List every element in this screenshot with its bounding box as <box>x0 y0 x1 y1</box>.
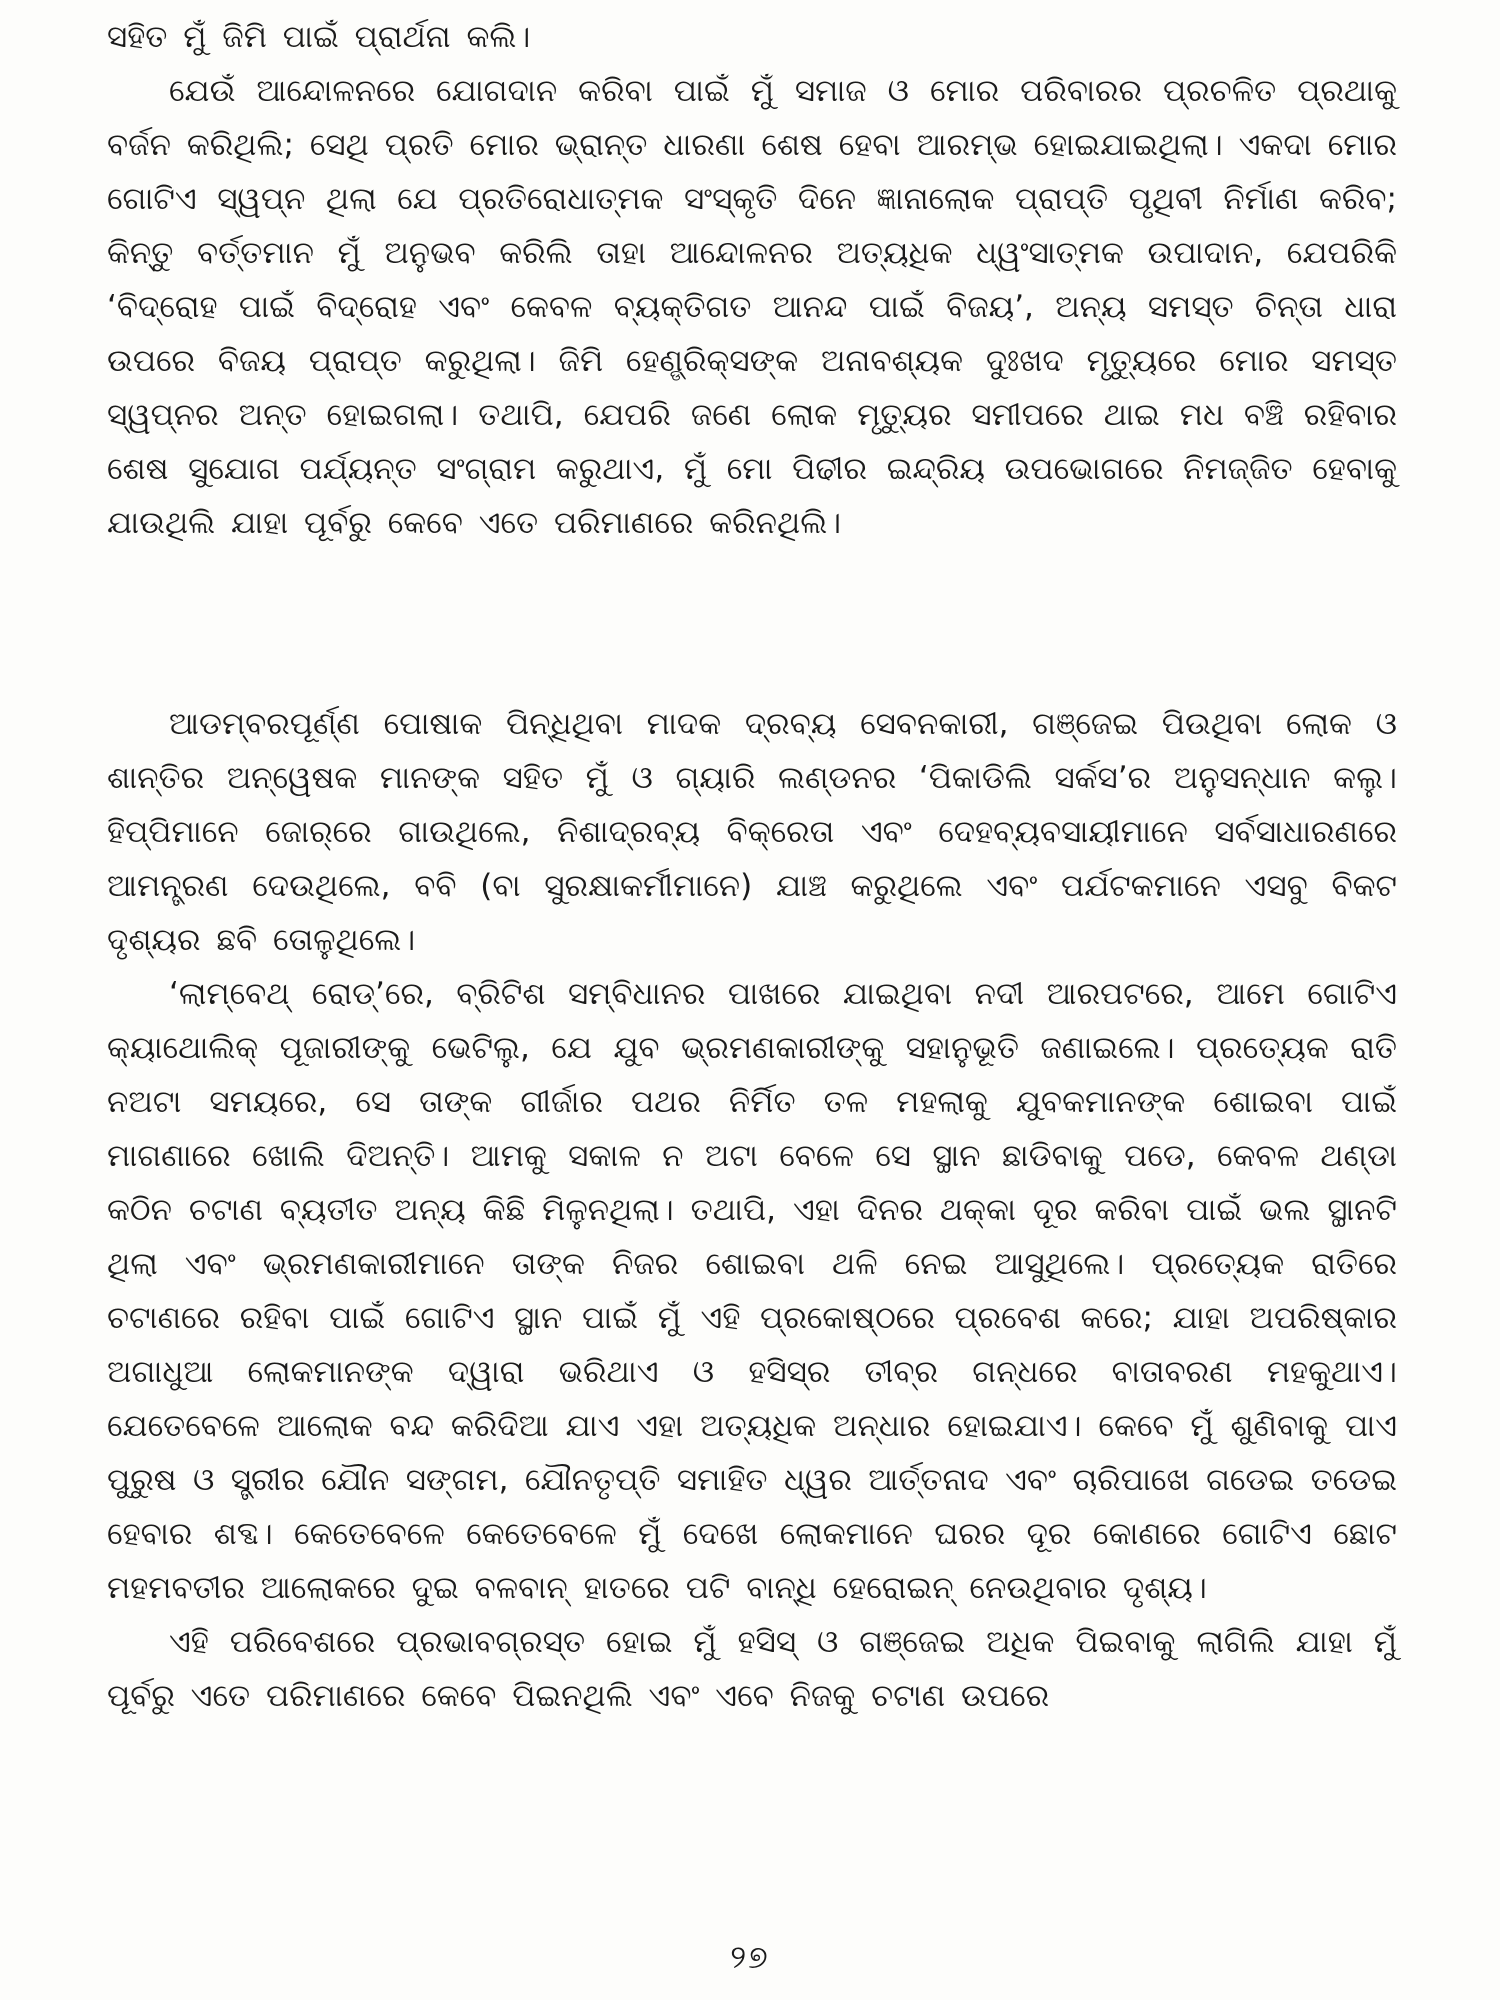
page-number: ୨୭ <box>730 1938 770 1976</box>
text-section-2 <box>107 697 1397 1723</box>
paragraph-continuation: ସହିତ ମୁଁ ଜିମି ପାଇଁ ପ୍ରାର୍ଥନା କଲି। <box>107 19 531 55</box>
text-section-1 <box>107 10 1397 550</box>
paragraph: ଏହି ପରିବେଶରେ ପ୍ରଭାବଗ୍ରସ୍ତ ହୋଇ ମୁଁ ହସିସ୍ ଓ ଗଞ୍ଜେଇ ଅଧିକ ପିଇବାକୁ ଲାଗିଲି ଯାହା ମୁଁ ପୂର୍ବରୁ ଏତେ ପରିମାଣରେ କେବେ ପିଇନଥିଲି ଏବଂ ଏବେ ନିଜକୁ ଚଟାଣ ଉପରେ <box>107 1624 1397 1714</box>
paragraph: ଆଡମ୍ବରପୂର୍ଣ୍ଣ ପୋଷାକ ପିନ୍ଧିଥିବା ମାଦକ ଦ୍ରବ୍ୟ ସେବନକାରୀ, ଗଞ୍ଜେଇ ପିଉଥିବା ଲୋକ ଓ ଶାନ୍ତିର ଅନ୍ୱେଷକ ମାନଙ୍କ ସହିତ ମୁଁ ଓ ଗ୍ୟାରି ଲଣ୍ଡନର ‘ପିକାଡିଲି ସର୍କସ’ର ଅନୁସନ୍ଧାନ କଲୁ। ହିପ୍ପିମାନେ ଜୋର୍‌ରେ ଗାଉଥିଲେ, ନିଶାଦ୍ରବ୍ୟ ବିକ୍ରେତା ଏବଂ ଦେହବ୍ୟବସାୟୀମାନେ ସର୍ବସାଧାରଣରେ ଆମନ୍ତ୍ରଣ ଦେଉଥିଲେ, ବବି (ବା ସୁରକ୍ଷାକର୍ମୀମାନେ) ଯାଞ୍ଚ କରୁଥିଲେ ଏବଂ ପର୍ଯଟକମାନେ ଏସବୁ ବିକଟ ଦୃଶ୍ୟର ଛବି ତୋଳୁଥିଲେ। <box>107 706 1397 958</box>
paragraph: ଯେଉଁ ଆନ୍ଦୋଳନରେ ଯୋଗଦାନ କରିବା ପାଇଁ ମୁଁ ସମାଜ ଓ ମୋର ପରିବାରର ପ୍ରଚଳିତ ପ୍ରଥାକୁ ବର୍ଜନ କରିଥିଲି; ସେଥି ପ୍ରତି ମୋର ଭ୍ରାନ୍ତ ଧାରଣା ଶେଷ ହେବା ଆରମ୍ଭ ହୋଇଯାଇଥିଲା। ଏକଦା ମୋର ଗୋଟିଏ ସ୍ୱପ୍ନ ଥିଲା ଯେ ପ୍ରତିରୋଧାତ୍ମକ ସଂସ୍କୃତି ଦିନେ ଜ୍ଞାନାଲୋକ ପ୍ରାପ୍ତି ପୃଥିବୀ ନିର୍ମାଣ କରିବ; କିନ୍ତୁ ବର୍ତ୍ତମାନ ମୁଁ ଅନୁଭବ କରିଲି ତାହା ଆନ୍ଦୋଳନର ଅତ୍ୟଧିକ ଧ୍ୱଂସାତ୍ମକ ଉପାଦାନ, ଯେପରିକି ‘ବିଦ୍ରୋହ ପାଇଁ ବିଦ୍ରୋହ ଏବଂ କେବଳ ବ୍ୟକ୍ତିଗତ ଆନନ୍ଦ ପାଇଁ ବିଜୟ’, ଅନ୍ୟ ସମସ୍ତ ଚିନ୍ତା ଧାରା ଉପରେ ବିଜୟ ପ୍ରାପ୍ତ କରୁଥିଲା। ଜିମି ହେଣ୍ଡ୍ରିକ୍ସଙ୍କ ଅନାବଶ୍ୟକ ଦୁଃଖଦ ମୃତ୍ୟୁରେ ମୋର ସମସ୍ତ ସ୍ୱପ୍ନର ଅନ୍ତ ହୋଇଗଲା। ତଥାପି, ଯେପରି ଜଣେ ଲୋକ ମୃତ୍ୟୁର ସମୀପରେ ଥାଇ ମଧ ବଞ୍ଚି ରହିବାର ଶେଷ ସୁଯୋଗ ପର୍ଯ୍ୟନ୍ତ ସଂଗ୍ରାମ କରୁଥାଏ, ମୁଁ ମୋ ପିଢୀର ଇନ୍ଦ୍ରିୟ ଉପଭୋଗରେ ନିମଜ୍ଜିତ ହେବାକୁ ଯାଉଥିଲି ଯାହା ପୂର୍ବରୁ କେବେ ଏତେ ପରିମାଣରେ କରିନଥିଲି। <box>107 73 1397 541</box>
paragraph: ‘ଲାମ୍ବେଥ୍ ରୋଡ୍’ରେ, ବ୍ରିଟିଶ ସମ୍ବିଧାନର ପାଖରେ ଯାଇଥିବା ନଦୀ ଆରପଟରେ, ଆମେ ଗୋଟିଏ କ୍ୟାଥୋଲିକ୍ ପୂଜାରୀଙ୍କୁ ଭେଟିଲୁ, ଯେ ଯୁବ ଭ୍ରମଣକାରୀଙ୍କୁ ସହାନୁଭୂତି ଜଣାଇଲେ। ପ୍ରତ୍ୟେକ ରାତି ନଅଟା ସମୟରେ, ସେ ତାଙ୍କ ଗୀର୍ଜାର ପଥର ନିର୍ମିତ ତଳ ମହଲାକୁ ଯୁବକମାନଙ୍କ ଶୋଇବା ପାଇଁ ମାଗଣାରେ ଖୋଲି ଦିଅନ୍ତି। ଆମକୁ ସକାଳ ନ ଅଟା ବେଳେ ସେ ସ୍ଥାନ ଛାଡିବାକୁ ପଡେ, କେବଳ ଥଣ୍ଡା କଠିନ ଚଟାଣ ବ୍ୟତୀତ ଅନ୍ୟ କିଛି ମିଳୁନଥିଲା। ତଥାପି, ଏହା ଦିନର ଥକ୍କା ଦୂର କରିବା ପାଇଁ ଭଲ ସ୍ଥାନଟି ଥିଲା ଏବଂ ଭ୍ରମଣକାରୀମାନେ ତାଙ୍କ ନିଜର ଶୋଇବା ଥଳି ନେଇ ଆସୁଥିଲେ। ପ୍ରତ୍ୟେକ ରାତିରେ ଚଟାଣରେ ରହିବା ପାଇଁ ଗୋଟିଏ ସ୍ଥାନ ପାଇଁ ମୁଁ ଏହି ପ୍ରକୋଷ୍ଠରେ ପ୍ରବେଶ କରେ; ଯାହା ଅପରିଷ୍କାର ଅଗାଧୁଆ ଲୋକମାନଙ୍କ ଦ୍ୱାରା ଭରିଥାଏ ଓ ହସିସ୍‌ର ତୀବ୍ର ଗନ୍ଧରେ ବାତାବରଣ ମହକୁଥାଏ। ଯେତେବେଳେ ଆଲୋକ ବନ୍ଦ କରିଦିଆ ଯାଏ ଏହା ଅତ୍ୟଧିକ ଅନ୍ଧାର ହୋଇଯାଏ। କେବେ ମୁଁ ଶୁଣିବାକୁ ପାଏ ପୁରୁଷ ଓ ସ୍ତ୍ରୀର ଯୌନ ସଙ୍ଗମ, ଯୌନତୃପ୍ତି ସମାହିତ ଧ୍ୱର ଆର୍ତ୍ତନାଦ ଏବଂ ଚାରିପାଖେ ଗଡେଇ ତଡେଇ ହେବାର ଶବ୍ଦ। କେତେବେଳେ କେତେବେଳେ ମୁଁ ଦେଖେ ଲୋକମାନେ ଘରର ଦୂର କୋଣରେ ଗୋଟିଏ ଛୋଟ ମହମବତୀର ଆଲୋକରେ ଦୁଇ ବଳବାନ୍ ହାତରେ ପଟି ବାନ୍ଧି ହେରୋଇନ୍ ନେଉଥିବାର ଦୃଶ୍ୟ। <box>107 976 1397 1606</box>
